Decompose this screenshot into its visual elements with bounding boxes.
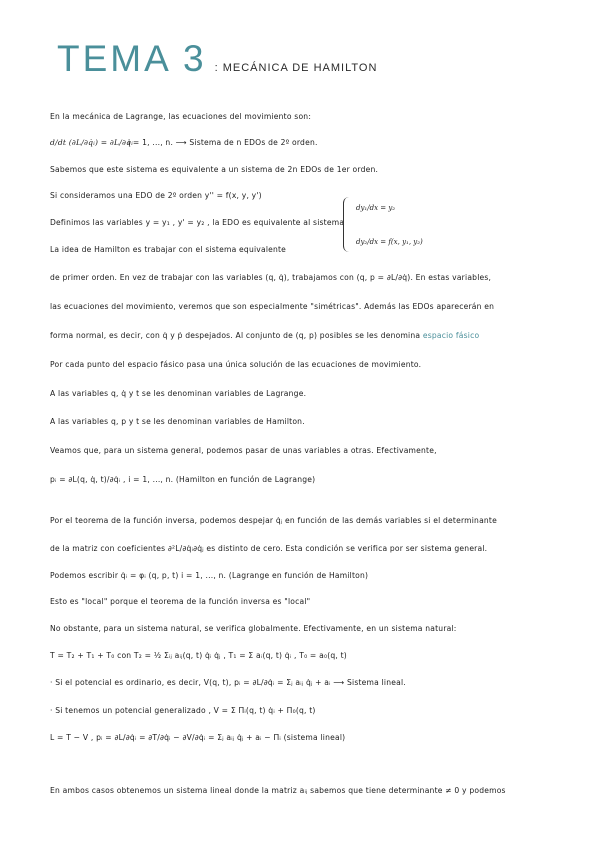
text-line: En la mecánica de Lagrange, las ecuaciones del movimiento son: xyxy=(50,112,312,121)
highlight-term: espacio fásico xyxy=(422,331,480,340)
text-line: · Si el potencial es ordinario, es decir, V(q, t), pᵢ = ∂L/∂q̇ᵢ = Σⱼ aᵢⱼ q̇ⱼ + aᵢ ⟶ Sistema lineal. xyxy=(50,678,406,687)
text-line: No obstante, para un sistema natural, se verifica globalmente. Efectivamente, en un sistema natural: xyxy=(50,624,457,633)
text-line: L = T − V , pᵢ = ∂L/∂q̇ᵢ = ∂T/∂q̇ᵢ − ∂V/∂q̇ᵢ = Σⱼ aᵢⱼ q̇ⱼ + aᵢ − Πᵢ (sistema lineal) xyxy=(50,733,346,742)
text-line: Veamos que, para un sistema general, podemos pasar de unas variables a otras. Efectivamente, xyxy=(50,446,437,455)
text-line: de primer orden. En vez de trabajar con las variables (q, q̇), trabajamos con (q, p = ∂L/∂q̇). En estas variables, xyxy=(50,273,492,282)
text-line: Definimos las variables y = y₁ , y' = y₂ , la EDO es equivalente al sistema xyxy=(50,218,345,227)
kinetic-energy-equation: T = T₂ + T₁ + T₀ con T₂ = ½ Σᵢⱼ aᵢⱼ(q, t) q̇ᵢ q̇ⱼ , T₁ = Σ aᵢ(q, t) q̇ᵢ , T₀ = a₀(q, t) xyxy=(50,651,347,660)
text-line: de la matriz con coeficientes ∂²L/∂q̇ᵢ∂q̇ⱼ es distinto de cero. Esta condición se verifica por ser sistema general. xyxy=(50,544,488,553)
text-line: Podemos escribir q̇ᵢ = φᵢ (q, p, t) i = 1, ..., n. (Lagrange en función de Hamilton) xyxy=(50,571,369,580)
system-equation-2: dy₂/dx = f(x, y₁, y₂) xyxy=(356,238,423,246)
system-brace xyxy=(343,197,350,252)
text-fragment: forma normal, es decir, con q̇ y ṗ despejados. Al conjunto de (q, p) posibles se les denomina xyxy=(50,331,421,340)
lagrange-equation: d/dt (∂L/∂q̇ᵢ) = ∂L/∂qᵢ xyxy=(50,138,133,147)
text-line: A las variables q, q̇ y t se les denominan variables de Lagrange. xyxy=(50,389,307,398)
text-line: La idea de Hamilton es trabajar con el sistema equivalente xyxy=(50,245,287,254)
title-main: TEMA 3 xyxy=(57,38,207,79)
text-line: Por cada punto del espacio fásico pasa una única solución de las ecuaciones de movimiento. xyxy=(50,360,422,369)
text-line: Por el teorema de la función inversa, podemos despejar q̇ⱼ en función de las demás variables si el determinante xyxy=(50,516,497,525)
text-line: i = 1, ..., n. ⟶ Sistema de n EDOs de 2º orden. xyxy=(128,138,318,147)
text-line: las ecuaciones del movimiento, veremos que son especialmente "simétricas". Además las EDOs aparecerán en xyxy=(50,302,495,311)
text-line: En ambos casos obtenemos un sistema lineal donde la matriz aᵢⱼ sabemos que tiene determinante ≠ 0 y podemos xyxy=(50,786,506,795)
text-line: Esto es "local" porque el teorema de la función inversa es "local" xyxy=(50,597,311,606)
text-line xyxy=(50,331,479,340)
system-equation-1: dy₁/dx = y₂ xyxy=(356,204,396,212)
text-line: Si consideramos una EDO de 2º orden y'' = f(x, y, y') xyxy=(50,191,262,200)
text-line: Sabemos que este sistema es equivalente a un sistema de 2n EDOs de 1er orden. xyxy=(50,165,379,174)
text-line: A las variables q, p y t se les denominan variables de Hamilton. xyxy=(50,417,305,426)
title-subtitle: : MECÁNICA DE HAMILTON xyxy=(214,62,378,74)
momentum-definition: pᵢ = ∂L(q, q̇, t)/∂q̇ᵢ , i = 1, ..., n. (Hamilton en función de Lagrange) xyxy=(50,475,316,484)
page-title xyxy=(57,38,377,80)
text-line: · Si tenemos un potencial generalizado , V = Σ Πᵢ(q, t) q̇ᵢ + Π₀(q, t) xyxy=(50,706,316,715)
